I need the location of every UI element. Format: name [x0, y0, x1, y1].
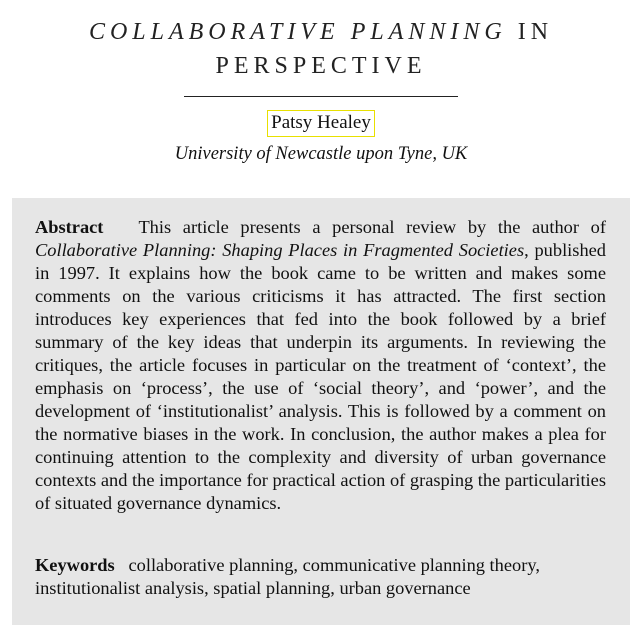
keywords-label: Keywords	[35, 555, 115, 575]
abstract-label: Abstract	[35, 217, 104, 237]
abstract-text-start: This article presents a personal review by the author of	[138, 217, 606, 237]
article-title-line-2: PERSPECTIVE	[215, 53, 427, 79]
title-connector: IN	[517, 19, 554, 45]
title-italic-part: COLLABORATIVE PLANNING	[88, 19, 507, 45]
author-block	[0, 110, 642, 137]
abstract-text-rest: , published in 1997. It explains how the book came to be written and makes some comments on the various criticisms it has attracted. The first section introduces key experiences that fed into the book followed by a brief summary of the key ideas that underpin its arguments. In reviewing the critiques, the article focuses in particular on the treatment of ‘context’, the emphasis on ‘process’, the use of ‘social theory’, and ‘power’, and the development of ‘institutionalist’ analysis. This is followed by a comment on the normative biases in the work. In conclusion, the author makes a plea for continuing attention to the complexity and diversity of urban governance contexts and the importance for practical action of grasping the particularities of situated governance dynamics.	[35, 240, 606, 513]
abstract-body	[35, 216, 606, 515]
author-name: Patsy Healey	[267, 110, 375, 137]
article-title-line-1	[0, 16, 642, 48]
keywords-block	[35, 554, 606, 600]
abstract-book-title: Collaborative Planning: Shaping Places in Fragmented Societies	[35, 240, 525, 260]
title-divider	[184, 96, 458, 97]
author-affiliation: University of Newcastle upon Tyne, UK	[174, 144, 468, 164]
abstract-panel	[12, 198, 630, 625]
keywords-text: collaborative planning, communicative planning theory, institutionalist analysis, spatial planning, urban governance	[35, 555, 540, 598]
